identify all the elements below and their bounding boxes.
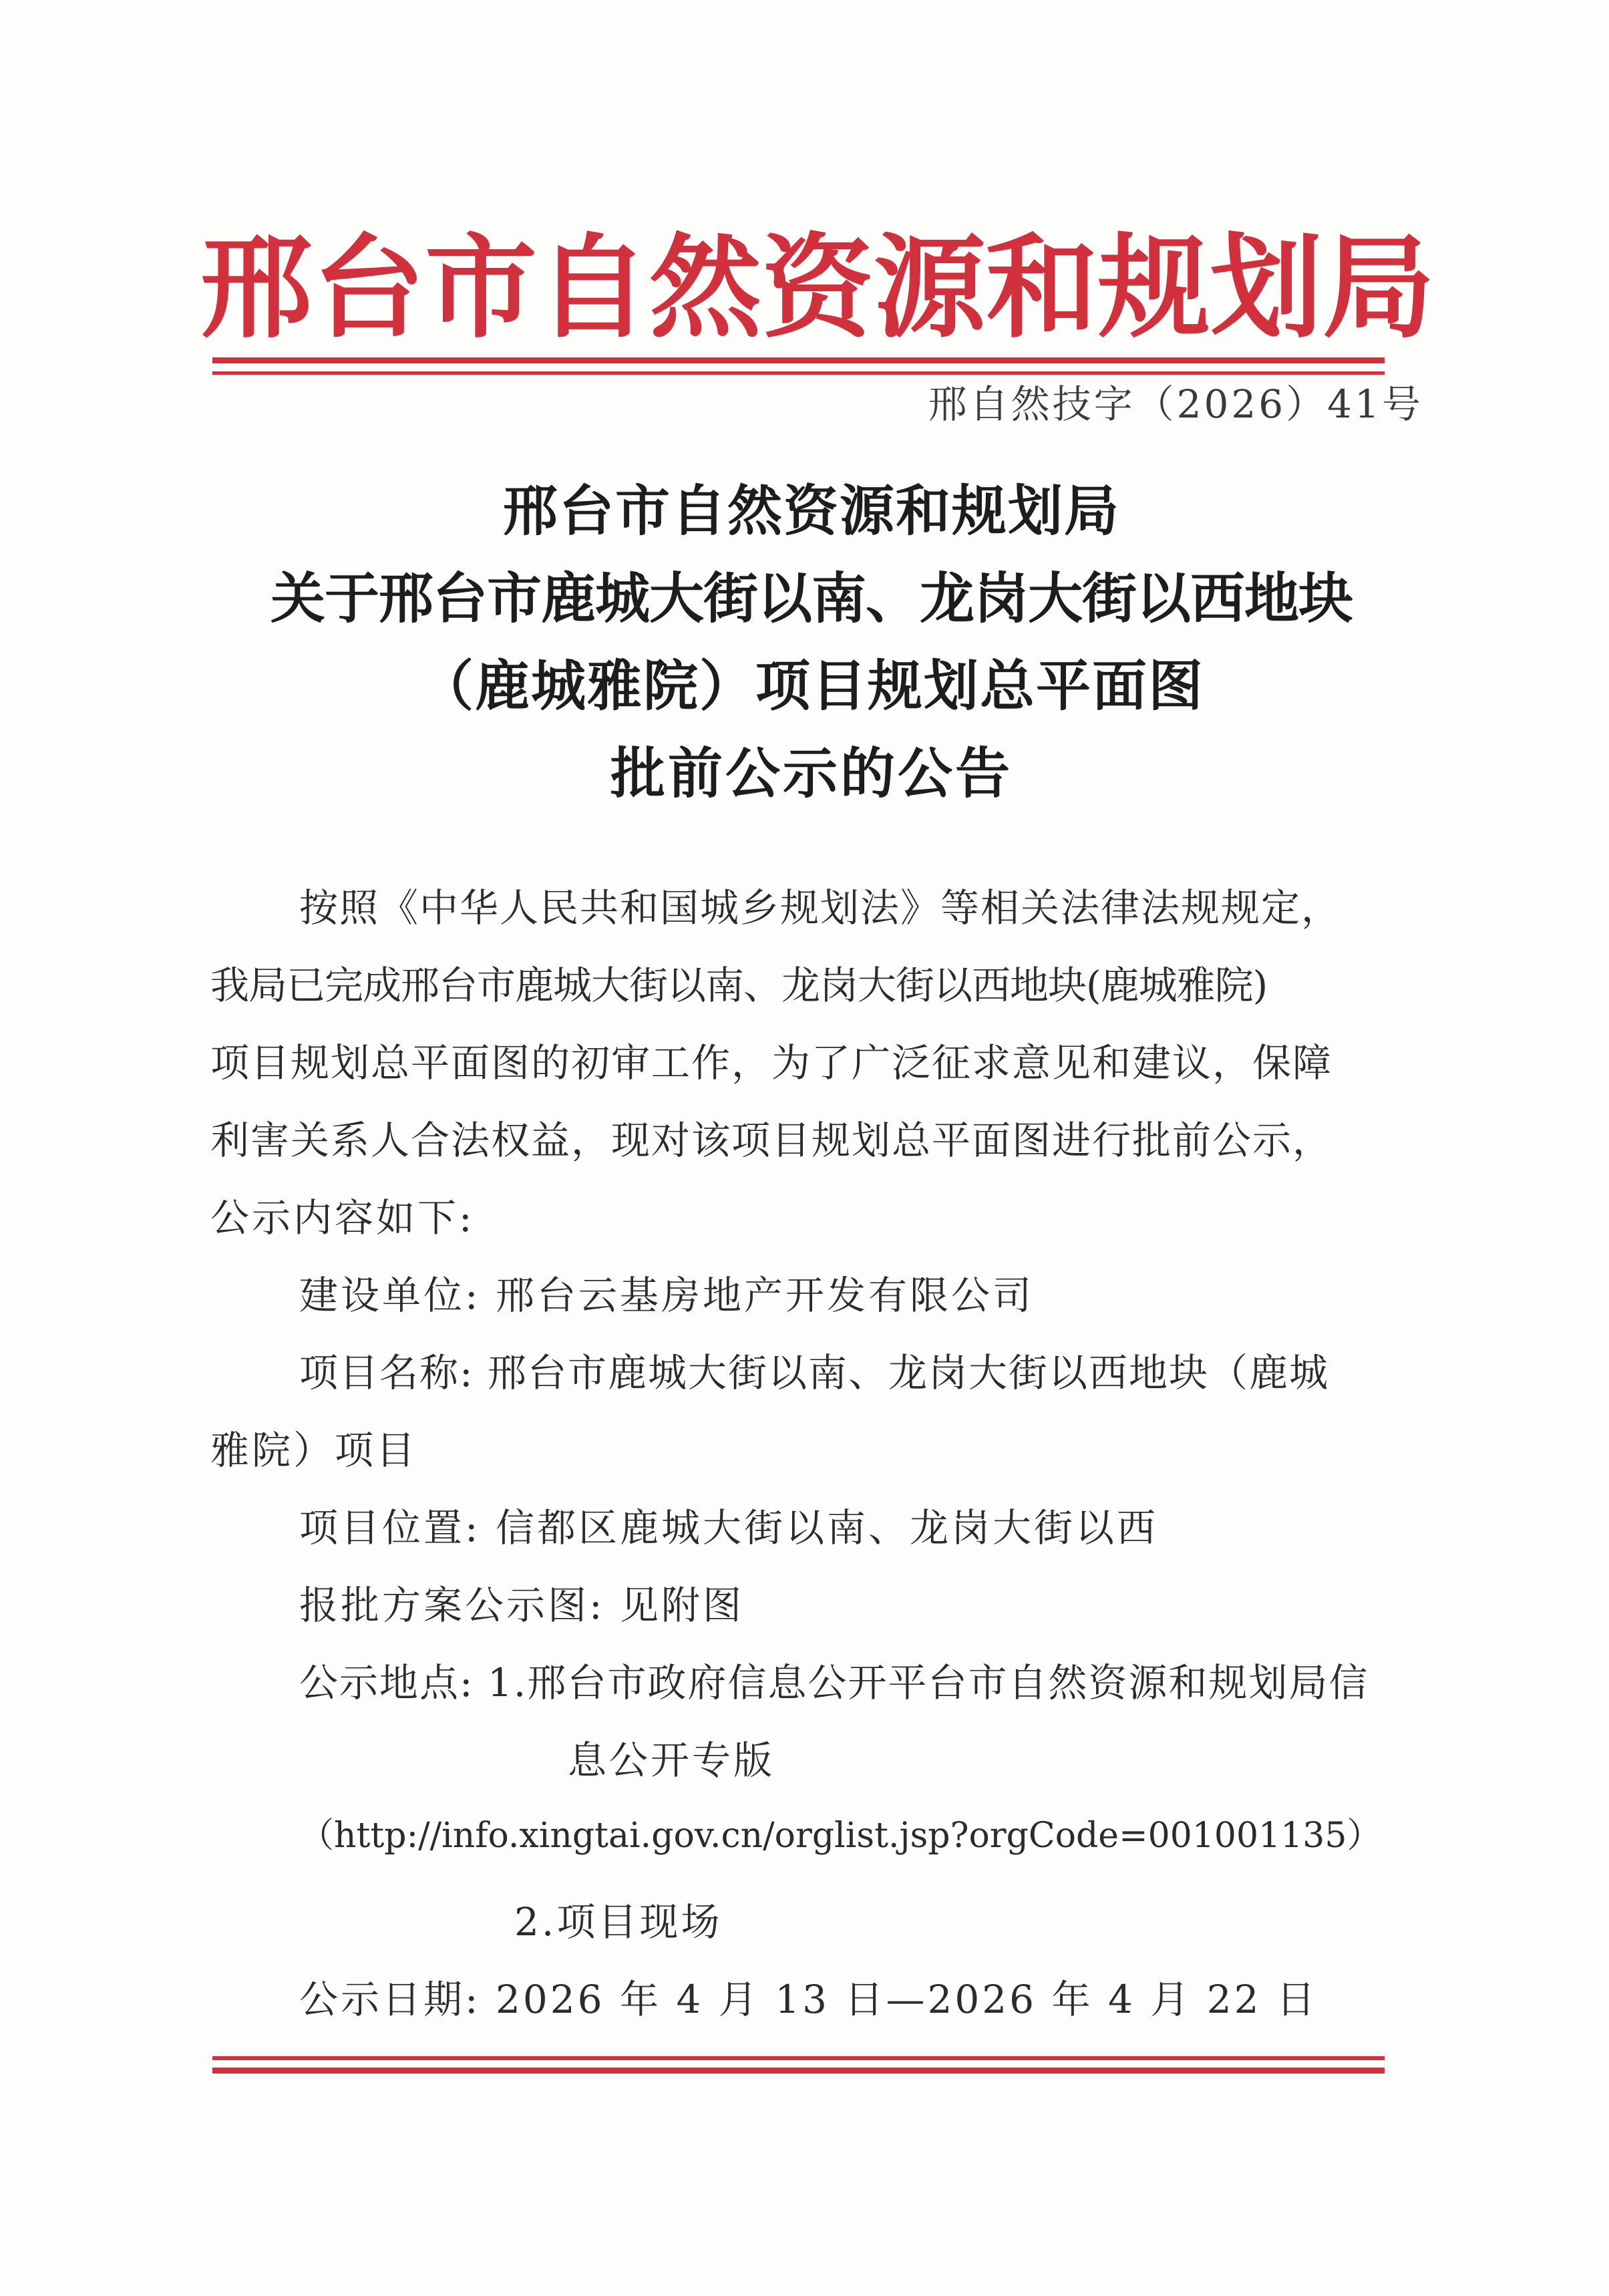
document-number: 邢自然技字（2026）41号 [928,381,1423,427]
body-line: 项目规划总平面图的初审工作，为了广泛征求意见和建议，保障 [210,1040,1333,1086]
org-name-char: 资 [761,221,874,353]
construction-unit: 建设单位: 邢台云基房地产开发有限公司 [299,1273,1034,1318]
org-name-char: 规 [1098,221,1210,353]
publicity-place-continued: 息公开专版 [568,1738,775,1783]
project-name-continued: 雅院）项目 [210,1428,418,1473]
project-name: 项目名称: 邢台市鹿城大街以南、龙岗大街以西地块（鹿城 [299,1350,1329,1396]
body-line: 按照《中华人民共和国城乡规划法》等相关法律法规规定， [299,885,1342,931]
title-line: （鹿城雅院）项目规划总平面图 [418,654,1204,718]
document-title [200,468,1423,818]
publicity-date: 公示日期: 2026 年 4 月 13 日—2026 年 4 月 22 日 [299,1977,1318,2022]
letterhead-org-name [200,221,1435,353]
title-line: 批前公示的公告 [610,742,1013,806]
footer-divider-thin [212,2056,1385,2060]
org-name-char: 局 [1322,221,1435,353]
publicity-place: 公示地点: 1.邢台市政府信息公开平台市自然资源和规划局信 [299,1660,1369,1705]
title-line: 邢台市自然资源和规划局 [502,479,1120,543]
header-divider-thick [212,357,1385,363]
org-name-char: 市 [425,221,537,353]
body-line: 我局已完成邢台市鹿城大街以南、龙岗大街以西地块(鹿城雅院) [210,963,1268,1008]
project-location: 项目位置: 信都区鹿城大街以南、龙岗大街以西 [299,1505,1158,1550]
org-name-char: 和 [986,221,1098,353]
org-name-char: 邢 [200,221,313,353]
publicity-url: （http://info.xingtai.gov.cn/orglist.jsp?orgCode=001001135） [299,1816,1382,1856]
plan-figure: 报批方案公示图: 见附图 [299,1583,744,1628]
publicity-place-item: 2.项目现场 [514,1899,723,1945]
body-line: 利害关系人合法权益，现对该项目规划总平面图进行批前公示， [210,1118,1333,1163]
title-line: 关于邢台市鹿城大街以南、龙岗大街以西地块 [270,566,1353,631]
footer-divider-thick [212,2068,1385,2074]
org-name-char: 台 [313,221,425,353]
org-name-char: 自 [537,221,649,353]
org-name-char: 然 [649,221,761,353]
body-line: 公示内容如下: [210,1195,475,1241]
org-name-char: 源 [874,221,986,353]
org-name-char: 划 [1210,221,1322,353]
